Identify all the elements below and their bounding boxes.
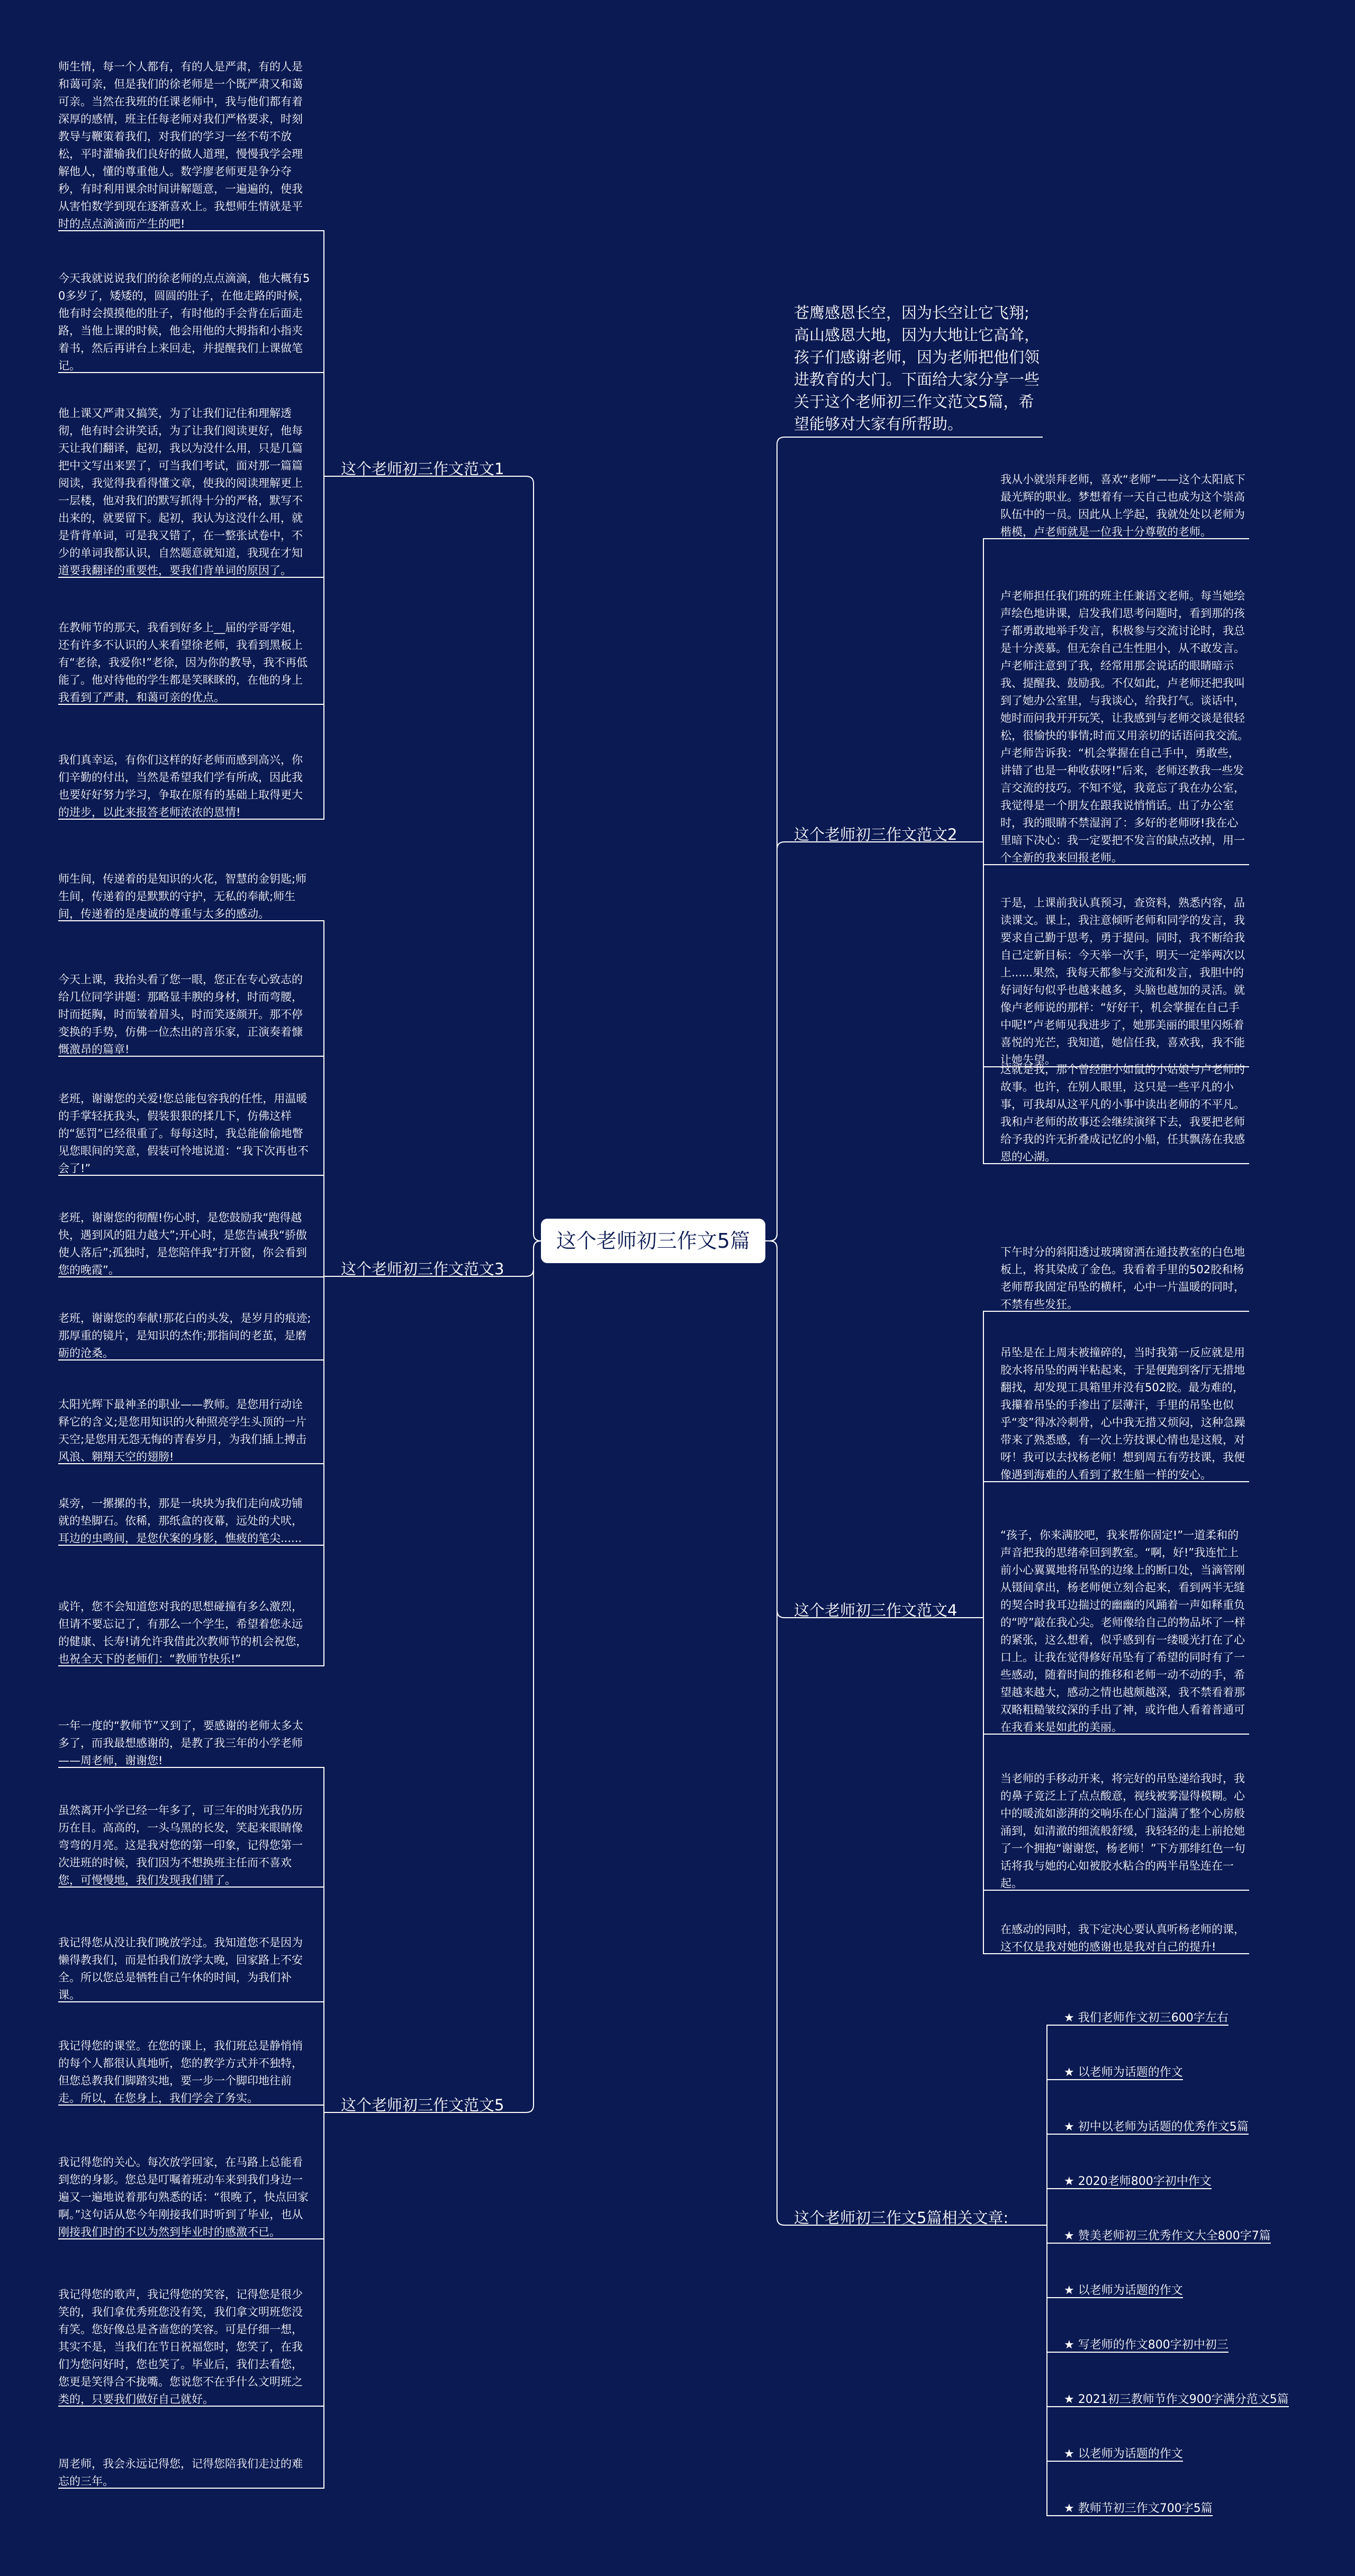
related-link[interactable]: ★ 教师节初三作文700字5篇 [1064,2502,1213,2515]
b1-item-0: 师生情，每一个人都有，有的人是严肃，有的人是和蔼可亲，但是我们的徐老师是一个既严肃又和蔼可亲。当然在我班的任课老师中，我与他们都有着深厚的感情，班主任每老师对我们严格要求，时刻教导与鞭策着我们，对我们的学习一丝不苟不放松，平时灌输我们良好的做人道理，慢慢我学会理解他人，懂的尊重他人。数学廖老师更是争分夺秒，有时利用课余时间讲解题意，一遍遍的，使我从害怕数学到现在逐渐喜欢上。我想师生情就是平时的点点滴滴而产生的吧! [58,60,303,230]
related-link[interactable]: ★ 以老师为话题的作文 [1064,2066,1183,2079]
b1-item-2: 他上课又严肃又搞笑，为了让我们记住和理解透彻，他有时会讲笑话，为了让我们阅读更好，他每天让我们翻译，起初，我以为没什么用，只是几篇把中文写出来罢了，可当我们考试，面对那一篇篇阅读，我觉得我看得懂文章，使我的阅读理解更上一层楼，他对我们的默写抓得十分的严格，默写不出来的，就要留下。起初，我认为这没什么用，就是背背单词，可是我又错了，在一整张试卷中，不少的单词我都认识，自然题意就知道，我现在才知道要我翻译的重要性，要我们背单词的原因了。 [58,407,303,577]
trunk-line-b2 [765,842,794,1241]
branch-label-b4[interactable]: 这个老师初三作文范文4 [794,1601,957,1619]
b3-item-1: 今天上课，我抬头看了您一眼，您正在专心致志的给几位同学讲题：那略显丰腴的身材，时而弯腰，时而挺胸，时而皱着眉头，时而笑逐颜开。那不停变换的手势，仿佛一位杰出的音乐家，正演奏着慷慨激昂的篇章! [58,973,303,1056]
b4-item-0: 下午时分的斜阳透过玻璃窗洒在通技教室的白色地板上，将其染成了金色。我看着手里的502胶和杨老师帮我固定吊坠的横杆，心中一片温暖的同时，不禁有些发狂。 [1000,1246,1245,1311]
branch-label-b5[interactable]: 这个老师初三作文范文5 [341,2096,504,2114]
b2-item-2: 于是，上课前我认真预习，查资料，熟悉内容，品读课文。课上，我注意倾听老师和同学的发言，我要求自己勤于思考，勇于提问。同时，我不断给我自己定新目标：今天举一次手，明天一定举两次以上......果然，我每天都参与交流和发言，我胆中的好词好句似乎也越来越多，头脑也越加的灵活。就像卢老师说的那样：“好好干，机会掌握在自己手中呢!”卢老师见我进步了，她那美丽的眼里闪烁着喜悦的光芒，我知道，她信任我，喜欢我，我不能让她失望。 [1000,896,1245,1066]
branch-label-b2[interactable]: 这个老师初三作文范文2 [794,826,957,843]
child-line-related [1008,2189,1212,2225]
b1-item-4: 我们真幸运，有你们这样的好老师而感到高兴，你们辛勤的付出，当然是希望我们学有所成，因此我也要好好努力学习，争取在原有的基础上取得更大的进步，以此来报答老师浓浓的恩情! [58,754,303,819]
branch-label-b3[interactable]: 这个老师初三作文范文3 [341,1260,504,1278]
related-link[interactable]: ★ 2020老师800字初中作文 [1064,2175,1212,2188]
branch-label-related[interactable]: 这个老师初三作文5篇相关文章: [794,2209,1009,2227]
related-link[interactable]: ★ 以老师为话题的作文 [1064,2284,1183,2297]
related-link[interactable]: ★ 2021初三教师节作文900字满分范文5篇 [1064,2393,1289,2406]
trunk-line-b4 [765,1241,794,1618]
trunk-line-b1 [504,476,541,1241]
b3-item-7: 或许，您不会知道您对我的思想碰撞有多么激烈，但请不要忘记了，有那么一个学生，希望着您永远的健康、长寿!请允许我借此次教师节的机会祝您，也祝全天下的老师们：“教师节快乐!” [58,1600,308,1665]
b5-item-1: 虽然离开小学已经一年多了，可三年的时光我仍历历在目。高高的，一头乌黑的长发，笑起来眼睛像弯弯的月亮。这是我对您的第一印象，记得您第一次进班的时候，我们因为不想换班主任而不喜欢您，可慢慢地，我们发现我们错了。 [58,1804,303,1886]
related-link[interactable]: ★ 赞美老师初三优秀作文大全800字7篇 [1064,2229,1271,2243]
branch-label-b1[interactable]: 这个老师初三作文范文1 [341,460,504,478]
trunk-line-b5 [504,1241,541,2112]
b5-item-4: 我记得您的关心。每次放学回家，在马路上总能看到您的身影。您总是叮嘱着班动车来到我们身边一遍又一遍地说着那句熟悉的话：“很晚了，快点回家啊。”这句话从您今年刚接我们时听到了毕业，也从刚接我们时的不以为然到毕业时的感激不已。 [58,2156,309,2238]
child-line-related [1008,2225,1213,2516]
b3-item-5: 太阳光辉下最神圣的职业——教师。是您用行动诠释它的含义;是您用知识的火种照亮学生头顶的一片天空;是您用无怨无悔的青春岁月，为我们插上搏击风浪、翱翔天空的翅膀! [58,1398,307,1463]
b1-item-1: 今天我就说说我们的徐老师的点点滴滴，他大概有50多岁了，矮矮的，圆圆的肚子，在他走路的时候，他有时会摸摸他的肚子，有时他的手会背在后面走路，当他上课的时候，他会用他的大拇指和小指夹着书，然后再讲台上来回走，并提醒我们上课做笔记。 [58,272,310,372]
b1-item-3: 在教师节的那天，我看到好多上__届的学哥学姐，还有许多不认识的人来看望徐老师，我看到黑板上有“老徐，我爱你!”老徐，因为你的教导，我不再低能了。他对待他的学生都是笑眯眯的，在他的身上我看到了严肃，和蔼可亲的优点。 [58,621,308,704]
b5-item-5: 我记得您的歌声，我记得您的笑容，记得您是很少笑的，我们拿优秀班您没有笑，我们拿文明班您没有笑。您好像总是吝啬您的笑容。可是仔细一想，其实不是，当我们在节日祝福您时，您笑了，在我们为您问好时，您也笑了。毕业后，我们去看您，您更是笑得合不拢嘴。您说您不在乎什么文明班之类的，只要我们做好自己就好。 [58,2288,303,2406]
b3-item-4: 老班，谢谢您的奉献!那花白的头发，是岁月的痕迹;那厚重的镜片，是知识的杰作;那指间的老茧，是磨砺的沧桑。 [58,1312,311,1359]
b3-item-2: 老班，谢谢您的关爱!您总能包容我的任性，用温暖的手掌轻抚我头，假装狠狠的揉几下，仿佛这样的“惩罚”已经很重了。每每这时，我总能偷偷地瞥见您眼间的笑意，假装可怜地说道：“我下次再也不会了!” [58,1092,309,1175]
trunk-line-b3 [504,1241,541,1276]
b4-item-2: “孩子，你来满胶吧，我来帮你固定!”一道柔和的声音把我的思绪牵回到教室。“啊，好!”我连忙上前小心翼翼地将吊坠的边缘上的断口处，当滴管刚从镊间拿出，杨老师便立刻合起来，看到两半无缝的契合时我耳边揣过的幽幽的风踊着一声如释重负的“哼”敲在我心尖。老师像给自己的物品坏了一样的紧张，这么想着，似乎感到有一缕暖光打在了心口上。让我在觉得修好吊坠有了希望的同时有了一些感动，随着时间的推移和老师一动不动的手，希望越来越大，感动之情也越颇越深，我不禁看着那双略粗糙皱纹深的手出了神，或许他人看着普通可在我看来是如此的美丽。 [1000,1529,1245,1734]
b5-item-2: 我记得您从没让我们晚放学过。我知道您不是因为懒得教我们，而是怕我们放学太晚，回家路上不安全。所以您总是牺牲自己午休的时间，为我们补课。 [58,1936,303,2001]
root-node[interactable]: 这个老师初三作文5篇 [541,1219,765,1263]
b5-item-3: 我记得您的课堂。在您的课上，我们班总是静悄悄的每个人都很认真地听，您的教学方式并不独特，但您总教我们脚踏实地，要一步一个脚印地往前走。所以，在您身上，我们学会了务实。 [58,2039,303,2105]
related-link[interactable]: ★ 我们老师作文初三600字左右 [1064,2011,1228,2025]
intro-line [765,437,794,1241]
b3-item-0: 师生间，传递着的是知识的火花，智慧的金钥匙;师生间，传递着的是默默的守护，无私的奉献;师生间，传递着的是虔诚的尊重与太多的感动。 [58,873,307,920]
b3-item-6: 桌旁，一摞摞的书，那是一块块为我们走向成功铺就的垫脚石。依稀，那纸盒的夜幕，远处的犬吠，耳边的虫鸣间，是您伏案的身影，憔疲的笔尖...... [58,1497,303,1545]
b4-item-1: 吊坠是在上周末被撞碎的，当时我第一反应就是用胶水将吊坠的两半粘起来，于是便跑到客厅无措地翻找，却发现工具箱里并没有502胶。最为难的，我攥着吊坠的手渗出了层薄汗，手里的吊坠也似乎“变”得冰冷刺骨，心中我无措又烦闷，这种急躁带来了熟悉感，有一次上劳技课心情也是这般，对呀！我可以去找杨老师！想到周五有劳技课，我便像遇到海难的人看到了救生船一样的安心。 [1000,1346,1245,1481]
b4-item-4: 在感动的同时，我下定决心要认真听杨老师的课，这不仅是我对她的感谢也是我对自己的提升! [1000,1923,1245,1953]
b2-item-3: 这就是我，那个曾经胆小如鼠的小姑娘与卢老师的故事。也许，在别人眼里，这只是一些平凡的小事，可我却从这平凡的小事中读出老师的不平凡。我和卢老师的故事还会继续演绎下去，我要把老师给予我的许无折叠成记忆的小船，任其飘荡在我感恩的心湖。 [1000,1063,1245,1163]
b5-item-6: 周老师，我会永远记得您，记得您陪我们走过的难忘的三年。 [58,2457,303,2488]
related-link[interactable]: ★ 以老师为话题的作文 [1064,2447,1183,2461]
b4-item-3: 当老师的手移动开来，将完好的吊坠递给我时，我的鼻子竟泛上了点点酸意，视线被雾湿得模糊。心中的暖流如澎湃的交响乐在心门溢满了整个心房般涌到，如清澈的细流般舒缓，我轻轻的走上前抢她了一个拥抱“谢谢您，杨老师！”下方那绯红色一句话将我与她的心如被胶水粘合的两半吊坠连在一起。 [1000,1772,1245,1890]
related-link[interactable]: ★ 写老师的作文800字初中初三 [1064,2338,1228,2352]
b2-item-1: 卢老师担任我们班的班主任兼语文老师。每当她绘声绘色地讲课，启发我们思考问题时，看到那的孩子都勇敢地举手发言，积极参与交流讨论时，我总是十分羡慕。但无奈自己生性胆小，从不敢发言。卢老师注意到了我，经常用那会说话的眼睛暗示我、提醒我、鼓励我。不仅如此，卢老师还把我叫到了她办公室里，与我谈心，给我打气。谈话中，她时而问我开开玩笑，让我感到与老师交谈是很轻松，很愉快的事情;时而又用亲切的话语问我交流。卢老师告诉我：“机会掌握在自己手中，勇敢些，讲错了也是一种收获呀!”后来，老师还教我一些发言交流的技巧。不知不觉，我竟忘了我在办公室，我觉得是一个朋友在跟我说悄悄话。出了办公室时，我的眼睛不禁湿润了：多好的老师呀!我在心里暗下决心：我一定要把不发言的缺点改掉，用一个全新的我来回报老师。 [1000,589,1249,864]
b5-item-0: 一年一度的“教师节”又到了，要感谢的老师太多太多了，而我最想感谢的，是教了我三年的小学老师——周老师，谢谢您! [58,1719,303,1767]
intro-text: 苍鹰感恩长空，因为长空让它飞翔;高山感恩大地，因为大地让它高耸，孩子们感谢老师，因为老师把他们领进教育的大门。下面给大家分享一些关于这个老师初三作文范文5篇，希望能够对大家有所帮助。 [794,304,1040,433]
trunk-line-related [765,1241,794,2225]
child-line-related [1008,2225,1289,2407]
b2-item-0: 我从小就崇拜老师，喜欢“老师”——这个太阳底下最光辉的职业。梦想着有一天自己也成为这个崇高队伍中的一员。因此从上学起，我就处处以老师为楷模，卢老师就是一位我十分尊敬的老师。 [1000,473,1245,538]
b3-item-3: 老班，谢谢您的彻醒!伤心时，是您鼓励我“跑得越快，遇到风的阻力越大”;开心时，是您告诫我“骄傲使人落后”;孤独时，是您陪伴我“打开窗，你会看到您的晚霞”。 [58,1211,307,1276]
related-link[interactable]: ★ 初中以老师为话题的优秀作文5篇 [1064,2120,1249,2134]
child-line-related [1008,2080,1183,2225]
